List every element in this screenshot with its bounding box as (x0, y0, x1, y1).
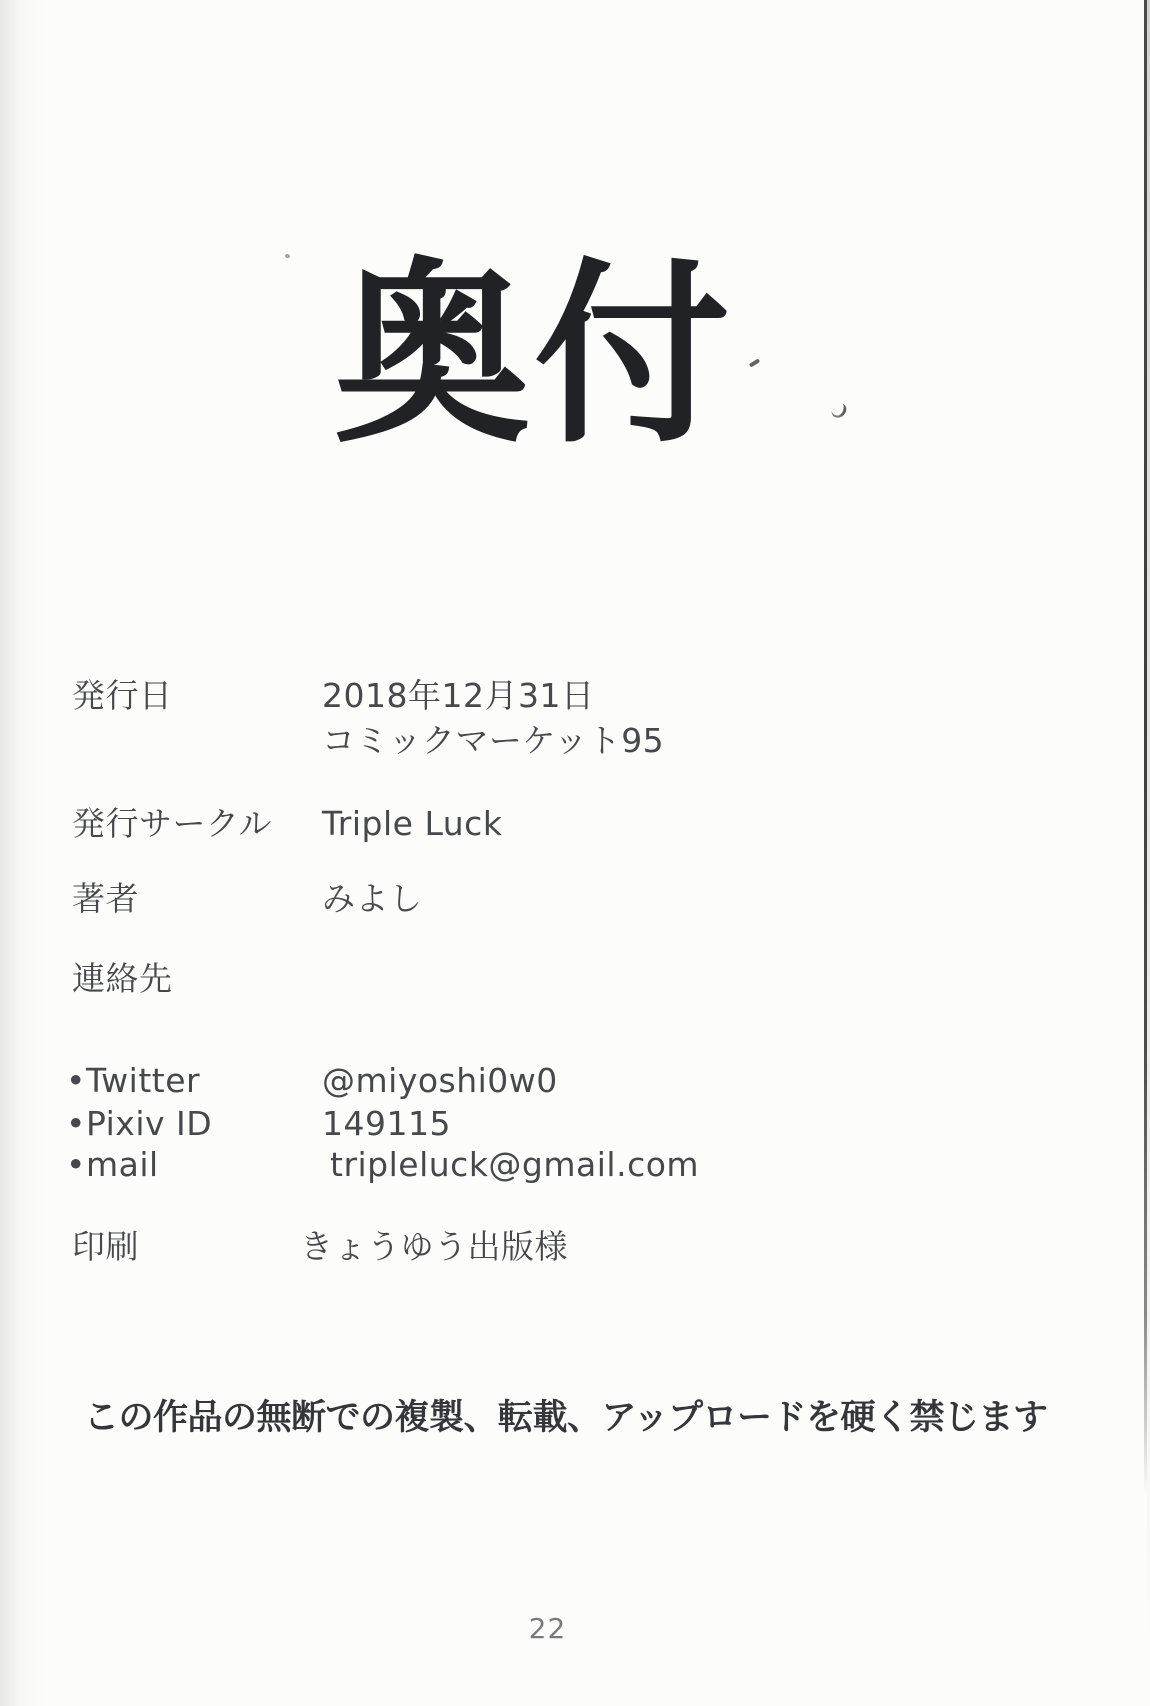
mail-address: tripleluck@gmail.com (330, 1145, 700, 1184)
pixiv-id-label: •Pixiv ID (66, 1104, 213, 1143)
scan-artifact-curl (830, 402, 847, 420)
contact-heading: 連絡先 (72, 959, 173, 998)
printer-label: 印刷 (72, 1227, 139, 1266)
author-value: みよし (322, 879, 423, 918)
pixiv-id-value: 149115 (322, 1104, 451, 1143)
circle-label: 発行サークル (72, 804, 273, 843)
mail-label: •mail (66, 1145, 159, 1184)
author-label: 著者 (72, 879, 139, 918)
scan-left-edge-shading (0, 0, 52, 1706)
scan-artifact-dot (284, 253, 290, 258)
page-title: 奥付 (334, 242, 735, 470)
printer-value: きょうゆう出版様 (300, 1227, 568, 1266)
twitter-handle: @miyoshi0w0 (322, 1061, 558, 1100)
twitter-label: •Twitter (66, 1061, 201, 1100)
page-number: 22 (528, 1612, 567, 1645)
publication-date-label: 発行日 (72, 676, 173, 715)
circle-value: Triple Luck (322, 804, 503, 843)
copyright-notice: この作品の無断での複製、転載、アップロードを硬く禁じます (84, 1398, 1048, 1438)
scan-artifact-slash (749, 358, 760, 367)
publication-date-value: 2018年12月31日 (322, 676, 595, 715)
publication-event-value: コミックマーケット95 (322, 721, 665, 760)
